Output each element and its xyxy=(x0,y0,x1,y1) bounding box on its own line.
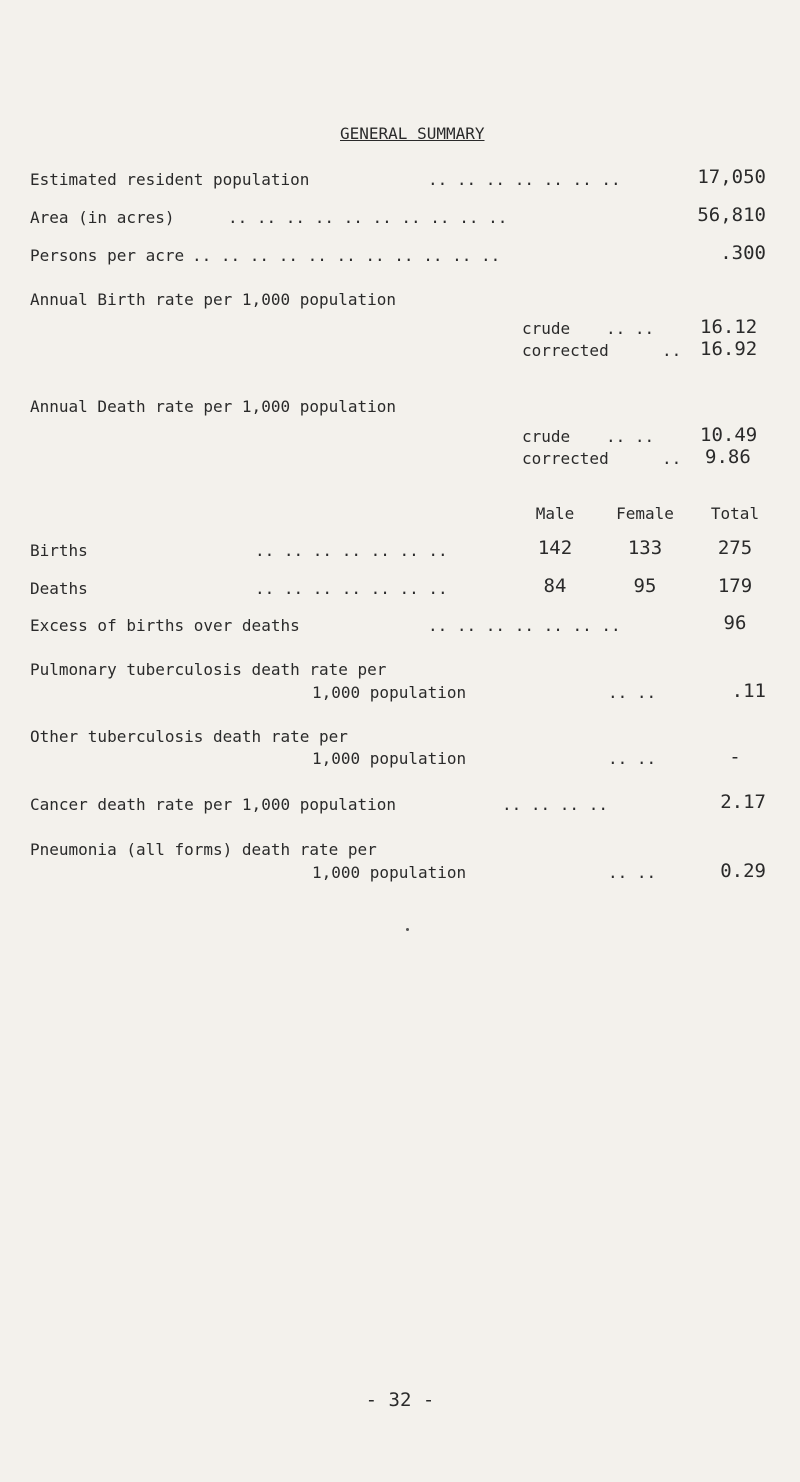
population-value: 17,050 xyxy=(697,166,766,188)
other-tb-label-line2: 1,000 population xyxy=(312,749,467,768)
birth-rate-label: Annual Birth rate per 1,000 population xyxy=(30,290,397,309)
pneumonia-value: 0.29 xyxy=(720,860,766,882)
birth-rate-crude-value: 16.12 xyxy=(700,316,758,338)
death-rate-crude-label: crude xyxy=(522,427,571,446)
column-header-male: Male xyxy=(535,504,575,523)
births-leader: .. .. .. .. .. .. .. xyxy=(255,541,448,560)
page-title: GENERAL SUMMARY xyxy=(340,124,485,143)
births-male: 142 xyxy=(537,537,573,559)
death-rate-crude-value: 10.49 xyxy=(700,424,758,446)
excess-leader: .. .. .. .. .. .. .. xyxy=(428,616,621,635)
pulmonary-tb-label: Pulmonary tuberculosis death rate per xyxy=(30,660,387,679)
column-header-total: Total xyxy=(710,504,760,523)
cancer-label: Cancer death rate per 1,000 population xyxy=(30,795,397,814)
column-header-female: Female xyxy=(616,504,674,523)
persons-per-acre-value: .300 xyxy=(720,242,766,264)
deaths-leader: .. .. .. .. .. .. .. xyxy=(255,579,448,598)
page-number: - 32 - xyxy=(365,1389,435,1411)
persons-per-acre-label: Persons per acre xyxy=(30,246,185,265)
death-rate-crude-leader: .. .. xyxy=(606,427,655,446)
excess-label: Excess of births over deaths xyxy=(30,616,300,635)
population-label: Estimated resident population xyxy=(30,170,310,189)
deaths-female: 95 xyxy=(633,575,657,597)
death-rate-corrected-label: corrected xyxy=(522,449,609,468)
area-value: 56,810 xyxy=(697,204,766,226)
deaths-total: 179 xyxy=(717,575,753,597)
pulmonary-tb-value: .11 xyxy=(731,680,766,702)
death-rate-corrected-leader: .. xyxy=(662,449,682,468)
area-label: Area (in acres) xyxy=(30,208,175,227)
birth-rate-crude-leader: .. .. xyxy=(606,319,655,338)
death-rate-corrected-value: 9.86 xyxy=(705,446,751,468)
other-tb-value: - xyxy=(729,746,741,768)
other-tb-leader: .. .. xyxy=(608,749,657,768)
pneumonia-label: Pneumonia (all forms) death rate per xyxy=(30,840,377,859)
birth-rate-crude-label: crude xyxy=(522,319,571,338)
pulmonary-tb-label-line2: 1,000 population xyxy=(312,683,467,702)
other-tb-label: Other tuberculosis death rate per xyxy=(30,727,348,746)
birth-rate-corrected-value: 16.92 xyxy=(700,338,758,360)
births-female: 133 xyxy=(627,537,663,559)
cancer-value: 2.17 xyxy=(720,791,766,813)
excess-value: 96 xyxy=(723,612,747,634)
birth-rate-corrected-label: corrected xyxy=(522,341,609,360)
births-total: 275 xyxy=(717,537,753,559)
persons-per-acre-leader: .. .. .. .. .. .. .. .. .. .. .. xyxy=(192,246,501,265)
area-leader: .. .. .. .. .. .. .. .. .. .. xyxy=(228,208,508,227)
pneumonia-leader: .. .. xyxy=(608,863,657,882)
stray-mark xyxy=(406,928,409,931)
death-rate-label: Annual Death rate per 1,000 population xyxy=(30,397,397,416)
births-label: Births xyxy=(30,541,88,560)
cancer-leader: .. .. .. .. xyxy=(502,795,608,814)
population-leader: .. .. .. .. .. .. .. xyxy=(428,170,621,189)
deaths-male: 84 xyxy=(543,575,567,597)
pneumonia-label-line2: 1,000 population xyxy=(312,863,467,882)
birth-rate-corrected-leader: .. xyxy=(662,341,682,360)
deaths-label: Deaths xyxy=(30,579,88,598)
pulmonary-tb-leader: .. .. xyxy=(608,683,657,702)
